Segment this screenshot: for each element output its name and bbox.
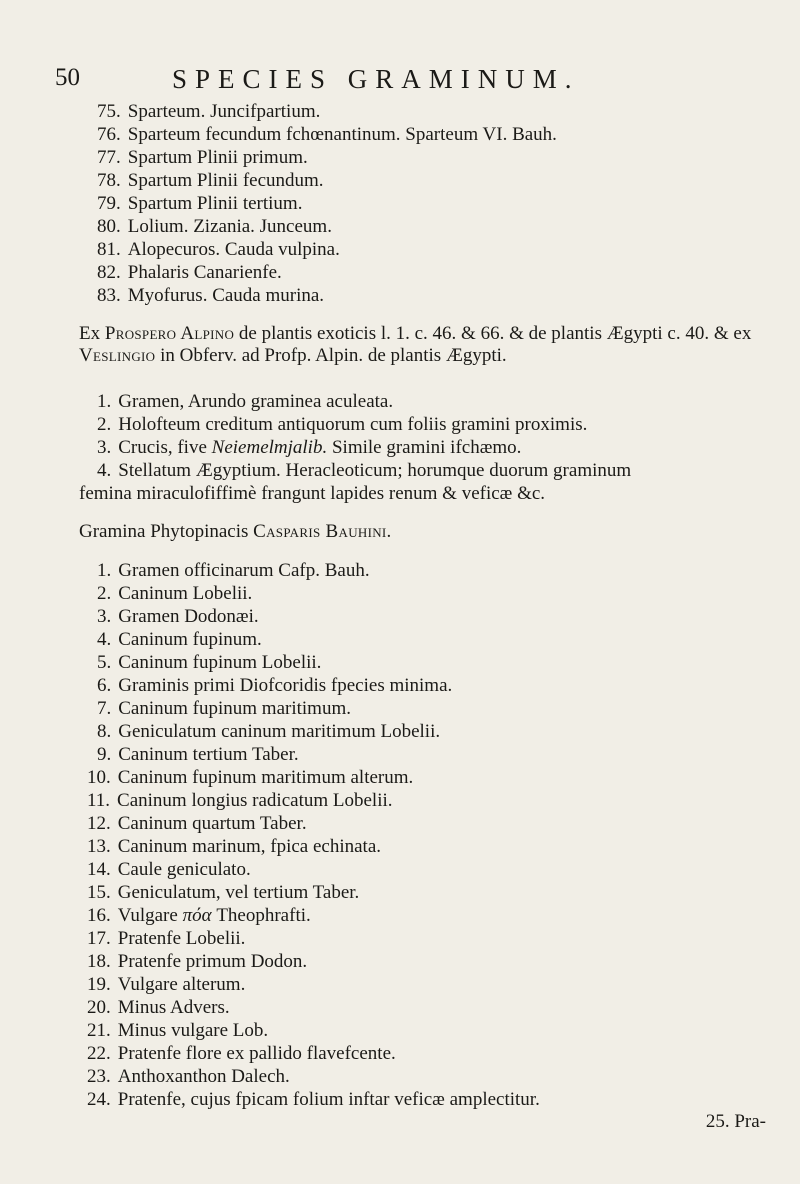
list-item: 22. Pratenfe flore ex pallido flavefcente. [87,1043,396,1064]
list-item: 1. Gramen officinarum Cafp. Bauh. [97,560,370,581]
list-item: 4. Caninum fupinum. [97,629,262,650]
list-item: 3. Crucis, five Neiemelmjalib. Simile gramini ifchæmo. [97,437,522,458]
list-item: 21. Minus vulgare Lob. [87,1020,269,1041]
author-name: Casparis Bauhini. [253,521,392,542]
list-item: 76. Sparteum fecundum fchœnantinum. Sparteum VI. Bauh. [97,124,557,145]
list-item: 9. Caninum tertium Taber. [97,744,299,765]
author-name: Prospero Alpino [104,323,235,344]
list-item: 8. Geniculatum caninum maritimum Lobelii. [97,721,441,742]
list-item: 7. Caninum fupinum maritimum. [97,698,351,719]
list-item: 78. Spartum Plinii fecundum. [97,170,324,191]
list-item-continuation: femina miraculofiffimè frangunt lapides renum & veficæ &c. [79,483,546,504]
list-item: 77. Spartum Plinii primum. [97,147,308,168]
list-item: 5. Caninum fupinum Lobelii. [97,652,322,673]
list-item: 80. Lolium. Zizania. Junceum. [97,216,332,237]
list-item: 10. Caninum fupinum maritimum alterum. [87,767,414,788]
list-item: 13. Caninum marinum, fpica echinata. [87,836,382,857]
alpino-intro-paragraph: Ex Prospero Alpino de plantis exoticis l. 1. c. 46. & 66. & de plantis Ægypti c. 40. & ex Veslingio in Obferv. ad Profp. Alpin. de plantis Ægypti. [79,323,752,366]
list-item: 18. Pratenfe primum Dodon. [87,951,308,972]
page-header [55,64,755,104]
list-item: 1. Gramen, Arundo graminea aculeata. [97,391,394,412]
list-item: 79. Spartum Plinii tertium. [97,193,303,214]
list-item: 16. Vulgare πόα Theophrafti. [87,905,311,926]
catchword: 25. Pra- [705,1111,766,1132]
list-item: 23. Anthoxanthon Dalech. [87,1066,290,1087]
author-name: Veslingio [79,345,156,366]
running-title: SPECIES GRAMINUM. [172,64,580,94]
list-item: 11. Caninum longius radicatum Lobelii. [87,790,393,811]
greek-word: πόα [182,905,212,926]
list-item: 14. Caule geniculato. [87,859,251,880]
list-item: 75. Sparteum. Juncifpartium. [97,101,321,122]
list-item: 17. Pratenfe Lobelii. [87,928,246,949]
list-item: 6. Graminis primi Diofcoridis fpecies minima. [97,675,453,696]
list-item: 4. Stellatum Ægyptium. Heracleoticum; horumque duorum graminum [97,460,632,481]
page-number: 50 [55,64,80,91]
list-item: 3. Gramen Dodonæi. [97,606,259,627]
list-item: 2. Caninum Lobelii. [97,583,253,604]
list-item: 19. Vulgare alterum. [87,974,246,995]
list-item: 83. Myofurus. Cauda murina. [97,285,325,306]
list-item: 20. Minus Advers. [87,997,230,1018]
section-heading: Gramina Phytopinacis Casparis Bauhini. [79,521,392,542]
list-item: 82. Phalaris Canarienfe. [97,262,282,283]
list-item: 15. Geniculatum, vel tertium Taber. [87,882,360,903]
list-item: 2. Holofteum creditum antiquorum cum foliis gramini proximis. [97,414,588,435]
list-item: 24. Pratenfe, cujus fpicam folium inftar veficæ amplectitur. [87,1089,540,1110]
list-item: 81. Alopecuros. Cauda vulpina. [97,239,340,260]
list-item: 12. Caninum quartum Taber. [87,813,307,834]
